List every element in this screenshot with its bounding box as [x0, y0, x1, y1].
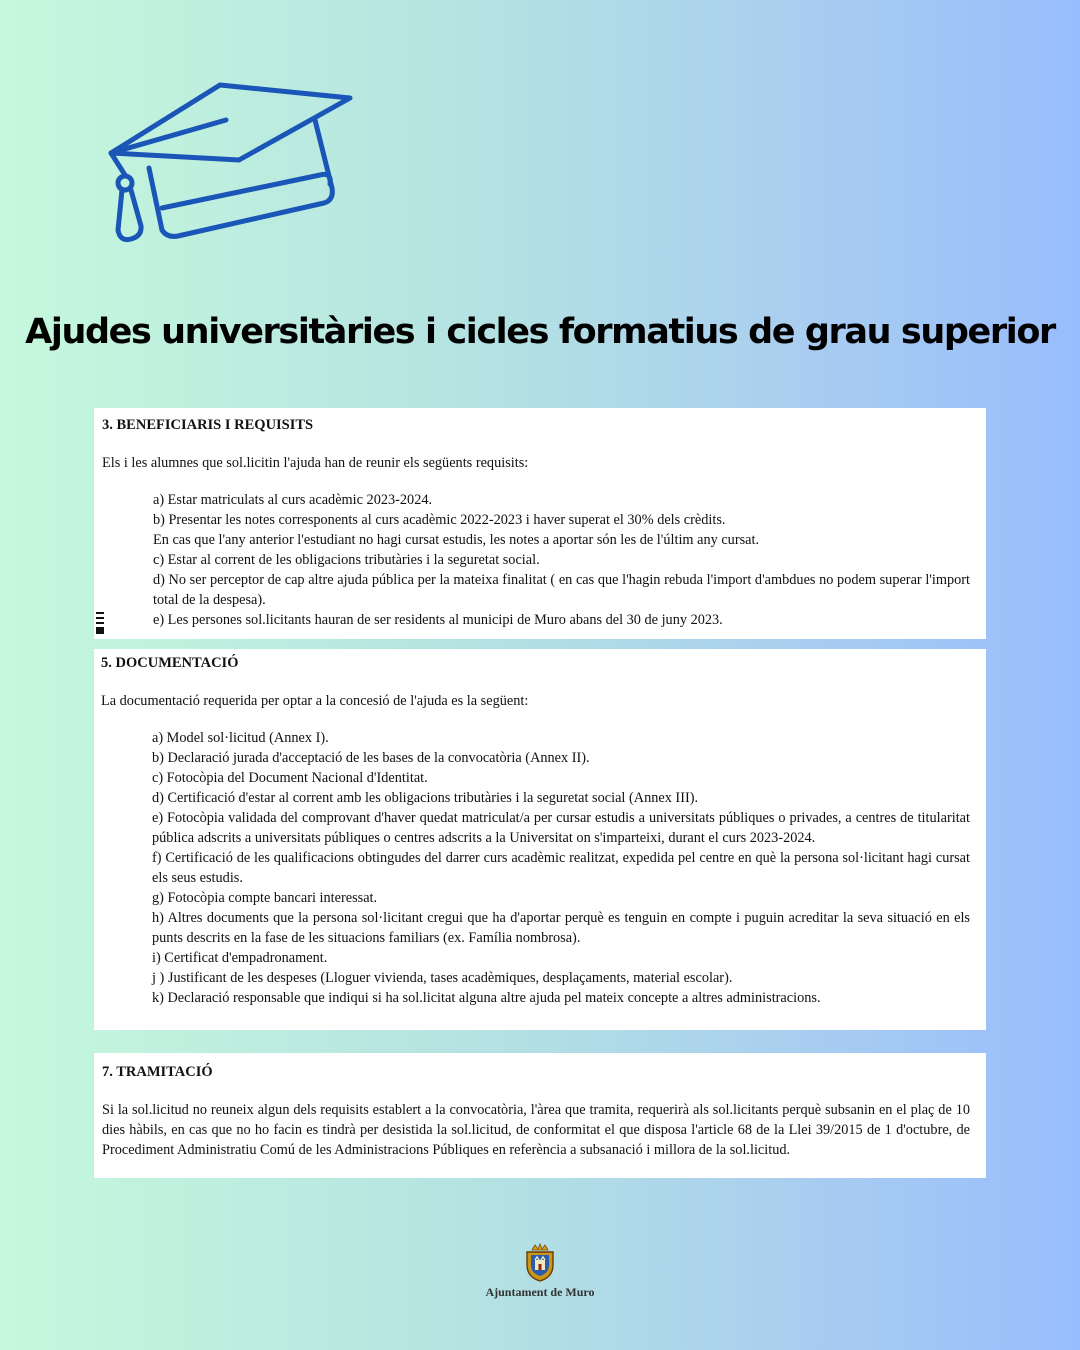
- documents-list: [101, 728, 970, 1008]
- list-item: d) Certificació d'estar al corrent amb les obligacions tributàries i la seguretat social (Annex III).: [152, 790, 699, 806]
- list-item: h) Altres documents que la persona sol·licitant cregui que ha d'aportar perquè es tenguin en compte i puguin acreditar la seva situació en els punts descrits en la fase de les situacions familiars (ex. Família nombrosa).: [152, 910, 970, 946]
- list-item: a) Estar matriculats al curs acadèmic 2023-2024.: [153, 492, 433, 508]
- section-paragraph: Si la sol.licitud no reuneix algun dels requisits establert a la convocatòria, l'àrea que tramita, requerirà als sol.licitants perquè subsanin en el plaç de 10 dies hàbils, en cas que no ho facin es tindrà per desistida la sol.licitud, de conformitat el que disposa l'article 68 de la Llei 39/2015 de 1 d'octubre, de Procediment Administratiu Comú de les Administracions Públiques en referència a subsanació i millora de la sol.licitud.: [102, 1102, 970, 1158]
- section-tramitacio: [94, 1053, 986, 1178]
- requirements-list: [102, 490, 970, 630]
- list-item: d) No ser perceptor de cap altre ajuda pública per la mateixa finalitat ( en cas que l'hagin rebuda l'import d'ambdues no podem superar l'import total de la despesa).: [153, 572, 970, 608]
- scan-margin-mark: [96, 612, 104, 638]
- section-documentacio: [94, 649, 986, 1030]
- list-item: b) Presentar les notes corresponents al curs acadèmic 2022-2023 i haver superat el 30% dels crèdits.: [153, 512, 726, 528]
- list-item: j ) Justificant de les despeses (Lloguer vivienda, tases acadèmiques, desplaçaments, material escolar).: [152, 970, 733, 986]
- graduation-cap-icon: [104, 80, 359, 245]
- list-item: e) Fotocòpia validada del comprovant d'haver quedat matriculat/a per cursar estudis a universitats públiques o privades, a centres de titularitat pública adscrits a universitats públiques o centres adscrits a la Universitat on s'imparteixi, durant el curs 2023-2024.: [152, 810, 970, 846]
- list-item: g) Fotocòpia compte bancari interessat.: [152, 890, 378, 906]
- list-item: c) Fotocòpia del Document Nacional d'Identitat.: [152, 770, 428, 786]
- section-heading: 3. BENEFICIARIS I REQUISITS: [102, 417, 314, 433]
- section-intro: Els i les alumnes que sol.licitin l'ajuda han de reunir els següents requisits:: [102, 455, 529, 471]
- list-item: e) Les persones sol.licitants hauran de ser residents al municipi de Muro abans del 30 de juny 2023.: [153, 612, 723, 628]
- list-item: i) Certificat d'empadronament.: [152, 950, 328, 966]
- list-item: En cas que l'any anterior l'estudiant no hagi cursat estudis, les notes a aportar són les de l'últim any cursat.: [153, 532, 760, 548]
- section-heading: 5. DOCUMENTACIÓ: [101, 655, 239, 671]
- list-item: k) Declaració responsable que indiqui si ha sol.licitat alguna altre ajuda pel mateix concepte a altres administracions.: [152, 990, 821, 1006]
- municipal-crest-icon: [522, 1243, 558, 1283]
- list-item: f) Certificació de les qualificacions obtingudes del darrer curs acadèmic realitzat, expedida pel centre en què la persona sol·licitant hagi cursat els seus estudis.: [152, 850, 970, 886]
- page-title: Ajudes universitàries i cicles formatius de grau superior: [25, 312, 1055, 352]
- section-heading: 7. TRAMITACIÓ: [102, 1064, 213, 1080]
- list-item: a) Model sol·licitud (Annex I).: [152, 730, 329, 746]
- section-intro: La documentació requerida per optar a la concesió de l'ajuda es la següent:: [101, 693, 529, 709]
- list-item: b) Declaració jurada d'acceptació de les bases de la convocatòria (Annex II).: [152, 750, 590, 766]
- footer: [440, 1243, 640, 1300]
- footer-label: Ajuntament de Muro: [485, 1285, 595, 1299]
- section-beneficiaris-requisits: [94, 408, 986, 639]
- list-item: c) Estar al corrent de les obligacions tributàries i la seguretat social.: [153, 552, 540, 568]
